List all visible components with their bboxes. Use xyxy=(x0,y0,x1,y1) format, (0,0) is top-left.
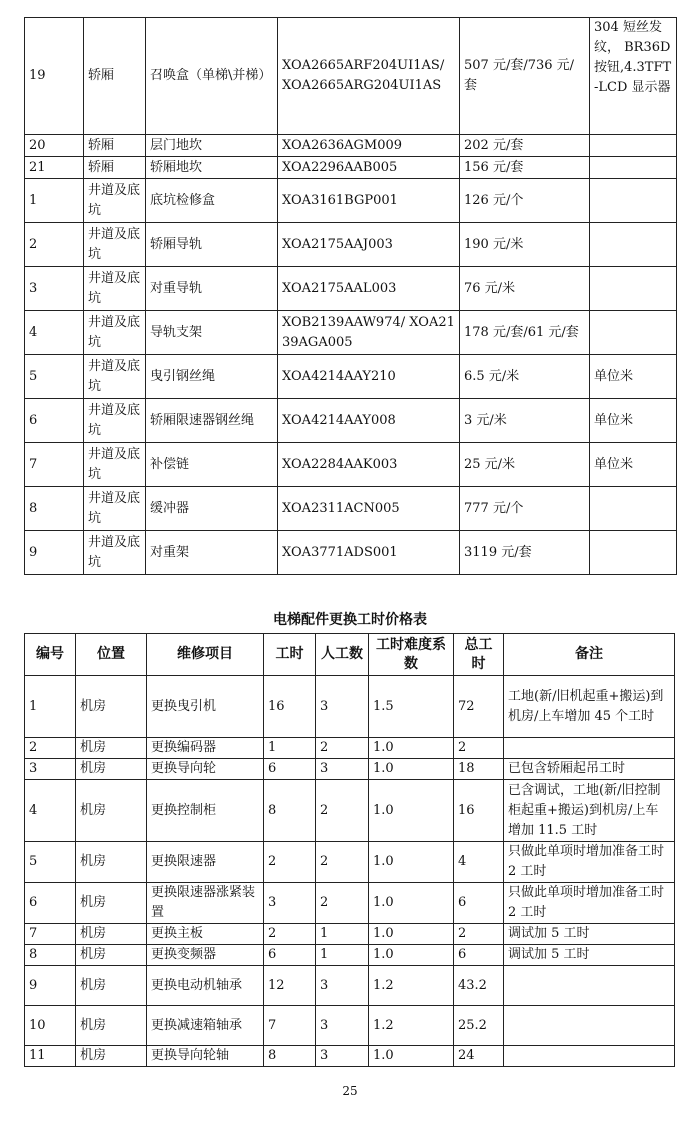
note-cell: 只做此单项时增加准备工时 2 工时 xyxy=(504,842,675,883)
location-cell: 轿厢 xyxy=(84,18,146,135)
repair-item-cell: 更换编码器 xyxy=(147,738,264,759)
note-cell xyxy=(590,135,677,157)
parts-price-table xyxy=(24,17,677,575)
part-code-cell: XOA4214AAY008 xyxy=(278,399,460,443)
total-hours-cell: 6 xyxy=(454,883,504,924)
part-name-cell: 底坑检修盒 xyxy=(146,179,278,223)
price-cell: 507 元/套/736 元/套 xyxy=(460,18,590,135)
price-cell: 6.5 元/米 xyxy=(460,355,590,399)
total-hours-cell: 2 xyxy=(454,924,504,945)
note-cell xyxy=(590,487,677,531)
note-cell: 单位米 xyxy=(590,399,677,443)
note-cell: 304 短丝发纹， BR36D 按钮,4.3TFT-LCD 显示器 xyxy=(590,18,677,135)
row-number-cell: 1 xyxy=(25,676,76,738)
location-cell: 机房 xyxy=(76,738,147,759)
table-row xyxy=(25,924,675,945)
header-total: 总工时 xyxy=(454,634,504,676)
part-name-cell: 轿厢导轨 xyxy=(146,223,278,267)
table-row xyxy=(25,179,677,223)
total-hours-cell: 4 xyxy=(454,842,504,883)
table-row xyxy=(25,531,677,575)
part-name-cell: 对重导轨 xyxy=(146,267,278,311)
part-name-cell: 轿厢限速器钢丝绳 xyxy=(146,399,278,443)
difficulty-factor-cell: 1.0 xyxy=(369,780,454,842)
note-cell xyxy=(504,966,675,1006)
location-cell: 机房 xyxy=(76,924,147,945)
note-cell: 已含调试，工地(新/旧控制柜起重+搬运)到机房/上车增加 11.5 工时 xyxy=(504,780,675,842)
note-cell xyxy=(504,1046,675,1067)
part-code-cell: XOA3771ADS001 xyxy=(278,531,460,575)
difficulty-factor-cell: 1.0 xyxy=(369,759,454,780)
location-cell: 井道及底坑 xyxy=(84,487,146,531)
repair-item-cell: 更换电动机轴承 xyxy=(147,966,264,1006)
location-cell: 机房 xyxy=(76,780,147,842)
hours-cell: 6 xyxy=(264,945,316,966)
table-row xyxy=(25,883,675,924)
difficulty-factor-cell: 1.2 xyxy=(369,1006,454,1046)
hours-cell: 3 xyxy=(264,883,316,924)
note-cell xyxy=(590,311,677,355)
price-cell: 3119 元/套 xyxy=(460,531,590,575)
hours-cell: 2 xyxy=(264,924,316,945)
table-row xyxy=(25,966,675,1006)
table-row xyxy=(25,157,677,179)
location-cell: 机房 xyxy=(76,1046,147,1067)
price-cell: 190 元/米 xyxy=(460,223,590,267)
location-cell: 轿厢 xyxy=(84,157,146,179)
part-code-cell: XOA2296AAB005 xyxy=(278,157,460,179)
price-cell: 777 元/个 xyxy=(460,487,590,531)
total-hours-cell: 72 xyxy=(454,676,504,738)
note-cell: 单位米 xyxy=(590,443,677,487)
location-cell: 机房 xyxy=(76,966,147,1006)
workers-cell: 2 xyxy=(316,883,369,924)
note-cell xyxy=(590,223,677,267)
row-number-cell: 19 xyxy=(25,18,84,135)
labor-table-header-row xyxy=(25,634,675,676)
location-cell: 机房 xyxy=(76,1006,147,1046)
part-code-cell: XOA2284AAK003 xyxy=(278,443,460,487)
part-name-cell: 导轨支架 xyxy=(146,311,278,355)
price-cell: 25 元/米 xyxy=(460,443,590,487)
hours-cell: 8 xyxy=(264,780,316,842)
total-hours-cell: 18 xyxy=(454,759,504,780)
difficulty-factor-cell: 1.0 xyxy=(369,883,454,924)
difficulty-factor-cell: 1.0 xyxy=(369,924,454,945)
note-cell: 调试加 5 工时 xyxy=(504,924,675,945)
workers-cell: 3 xyxy=(316,676,369,738)
part-name-cell: 曳引钢丝绳 xyxy=(146,355,278,399)
header-note: 备注 xyxy=(504,634,675,676)
repair-item-cell: 更换控制柜 xyxy=(147,780,264,842)
location-cell: 井道及底坑 xyxy=(84,267,146,311)
workers-cell: 2 xyxy=(316,738,369,759)
row-number-cell: 3 xyxy=(25,759,76,780)
repair-item-cell: 更换导向轮轴 xyxy=(147,1046,264,1067)
note-cell: 工地(新/旧机起重+搬运)到机房/上车增加 45 个工时 xyxy=(504,676,675,738)
table-row xyxy=(25,676,675,738)
row-number-cell: 7 xyxy=(25,443,84,487)
total-hours-cell: 2 xyxy=(454,738,504,759)
repair-item-cell: 更换限速器 xyxy=(147,842,264,883)
part-code-cell: XOA2175AAJ003 xyxy=(278,223,460,267)
row-number-cell: 2 xyxy=(25,738,76,759)
note-cell: 只做此单项时增加准备工时 2 工时 xyxy=(504,883,675,924)
table-row xyxy=(25,135,677,157)
header-hours: 工时 xyxy=(264,634,316,676)
table-row xyxy=(25,355,677,399)
row-number-cell: 6 xyxy=(25,883,76,924)
location-cell: 机房 xyxy=(76,676,147,738)
difficulty-factor-cell: 1.0 xyxy=(369,738,454,759)
part-code-cell: XOA2175AAL003 xyxy=(278,267,460,311)
note-cell: 已包含轿厢起吊工时 xyxy=(504,759,675,780)
labor-table-title: 电梯配件更换工时价格表 xyxy=(273,612,427,628)
part-name-cell: 补偿链 xyxy=(146,443,278,487)
location-cell: 井道及底坑 xyxy=(84,311,146,355)
note-cell xyxy=(590,531,677,575)
labor-price-table xyxy=(24,633,675,1067)
hours-cell: 1 xyxy=(264,738,316,759)
note-cell xyxy=(590,157,677,179)
table-row xyxy=(25,945,675,966)
part-code-cell: XOB2139AAW974/ XOA2139AGA005 xyxy=(278,311,460,355)
hours-cell: 8 xyxy=(264,1046,316,1067)
price-cell: 202 元/套 xyxy=(460,135,590,157)
workers-cell: 3 xyxy=(316,1046,369,1067)
table-row xyxy=(25,738,675,759)
workers-cell: 1 xyxy=(316,945,369,966)
table-row xyxy=(25,759,675,780)
workers-cell: 3 xyxy=(316,1006,369,1046)
part-name-cell: 对重架 xyxy=(146,531,278,575)
price-cell: 3 元/米 xyxy=(460,399,590,443)
row-number-cell: 8 xyxy=(25,487,84,531)
location-cell: 井道及底坑 xyxy=(84,355,146,399)
total-hours-cell: 43.2 xyxy=(454,966,504,1006)
location-cell: 轿厢 xyxy=(84,135,146,157)
table-row xyxy=(25,1006,675,1046)
row-number-cell: 2 xyxy=(25,223,84,267)
row-number-cell: 9 xyxy=(25,966,76,1006)
table-row xyxy=(25,18,677,135)
workers-cell: 2 xyxy=(316,842,369,883)
row-number-cell: 6 xyxy=(25,399,84,443)
workers-cell: 1 xyxy=(316,924,369,945)
total-hours-cell: 24 xyxy=(454,1046,504,1067)
table-row xyxy=(25,1046,675,1067)
location-cell: 机房 xyxy=(76,945,147,966)
row-number-cell: 5 xyxy=(25,355,84,399)
header-location: 位置 xyxy=(76,634,147,676)
repair-item-cell: 更换减速箱轴承 xyxy=(147,1006,264,1046)
workers-cell: 2 xyxy=(316,780,369,842)
part-code-cell: XOA2665ARF204UI1AS/ XOA2665ARG204UI1AS xyxy=(278,18,460,135)
header-workers: 人工数 xyxy=(316,634,369,676)
part-name-cell: 轿厢地坎 xyxy=(146,157,278,179)
part-code-cell: XOA3161BGP001 xyxy=(278,179,460,223)
total-hours-cell: 6 xyxy=(454,945,504,966)
table-row xyxy=(25,842,675,883)
table-row xyxy=(25,399,677,443)
row-number-cell: 20 xyxy=(25,135,84,157)
table-row xyxy=(25,487,677,531)
row-number-cell: 1 xyxy=(25,179,84,223)
row-number-cell: 11 xyxy=(25,1046,76,1067)
note-cell xyxy=(590,267,677,311)
table-row xyxy=(25,780,675,842)
repair-item-cell: 更换曳引机 xyxy=(147,676,264,738)
table-row xyxy=(25,267,677,311)
part-name-cell: 缓冲器 xyxy=(146,487,278,531)
difficulty-factor-cell: 1.5 xyxy=(369,676,454,738)
difficulty-factor-cell: 1.0 xyxy=(369,842,454,883)
table-row xyxy=(25,311,677,355)
header-factor: 工时难度系数 xyxy=(369,634,454,676)
page-number: 25 xyxy=(342,1084,358,1098)
price-cell: 76 元/米 xyxy=(460,267,590,311)
hours-cell: 2 xyxy=(264,842,316,883)
part-name-cell: 召唤盒（单梯\并梯） xyxy=(146,18,278,135)
difficulty-factor-cell: 1.0 xyxy=(369,945,454,966)
price-cell: 156 元/套 xyxy=(460,157,590,179)
note-cell: 单位米 xyxy=(590,355,677,399)
repair-item-cell: 更换主板 xyxy=(147,924,264,945)
note-cell xyxy=(504,1006,675,1046)
row-number-cell: 4 xyxy=(25,780,76,842)
difficulty-factor-cell: 1.2 xyxy=(369,966,454,1006)
workers-cell: 3 xyxy=(316,759,369,780)
row-number-cell: 7 xyxy=(25,924,76,945)
location-cell: 机房 xyxy=(76,883,147,924)
total-hours-cell: 16 xyxy=(454,780,504,842)
header-no: 编号 xyxy=(25,634,76,676)
price-cell: 178 元/套/61 元/套 xyxy=(460,311,590,355)
row-number-cell: 10 xyxy=(25,1006,76,1046)
hours-cell: 16 xyxy=(264,676,316,738)
repair-item-cell: 更换变频器 xyxy=(147,945,264,966)
row-number-cell: 9 xyxy=(25,531,84,575)
row-number-cell: 3 xyxy=(25,267,84,311)
part-code-cell: XOA2636AGM009 xyxy=(278,135,460,157)
repair-item-cell: 更换限速器涨紧装置 xyxy=(147,883,264,924)
location-cell: 井道及底坑 xyxy=(84,443,146,487)
row-number-cell: 5 xyxy=(25,842,76,883)
hours-cell: 12 xyxy=(264,966,316,1006)
part-code-cell: XOA2311ACN005 xyxy=(278,487,460,531)
table-row xyxy=(25,223,677,267)
location-cell: 井道及底坑 xyxy=(84,531,146,575)
repair-item-cell: 更换导向轮 xyxy=(147,759,264,780)
note-cell: 调试加 5 工时 xyxy=(504,945,675,966)
part-name-cell: 层门地坎 xyxy=(146,135,278,157)
total-hours-cell: 25.2 xyxy=(454,1006,504,1046)
difficulty-factor-cell: 1.0 xyxy=(369,1046,454,1067)
row-number-cell: 21 xyxy=(25,157,84,179)
note-cell xyxy=(590,179,677,223)
location-cell: 井道及底坑 xyxy=(84,179,146,223)
location-cell: 井道及底坑 xyxy=(84,399,146,443)
location-cell: 井道及底坑 xyxy=(84,223,146,267)
location-cell: 机房 xyxy=(76,759,147,780)
price-cell: 126 元/个 xyxy=(460,179,590,223)
header-item: 维修项目 xyxy=(147,634,264,676)
hours-cell: 7 xyxy=(264,1006,316,1046)
table-row xyxy=(25,443,677,487)
hours-cell: 6 xyxy=(264,759,316,780)
note-cell xyxy=(504,738,675,759)
location-cell: 机房 xyxy=(76,842,147,883)
part-code-cell: XOA4214AAY210 xyxy=(278,355,460,399)
row-number-cell: 4 xyxy=(25,311,84,355)
workers-cell: 3 xyxy=(316,966,369,1006)
row-number-cell: 8 xyxy=(25,945,76,966)
